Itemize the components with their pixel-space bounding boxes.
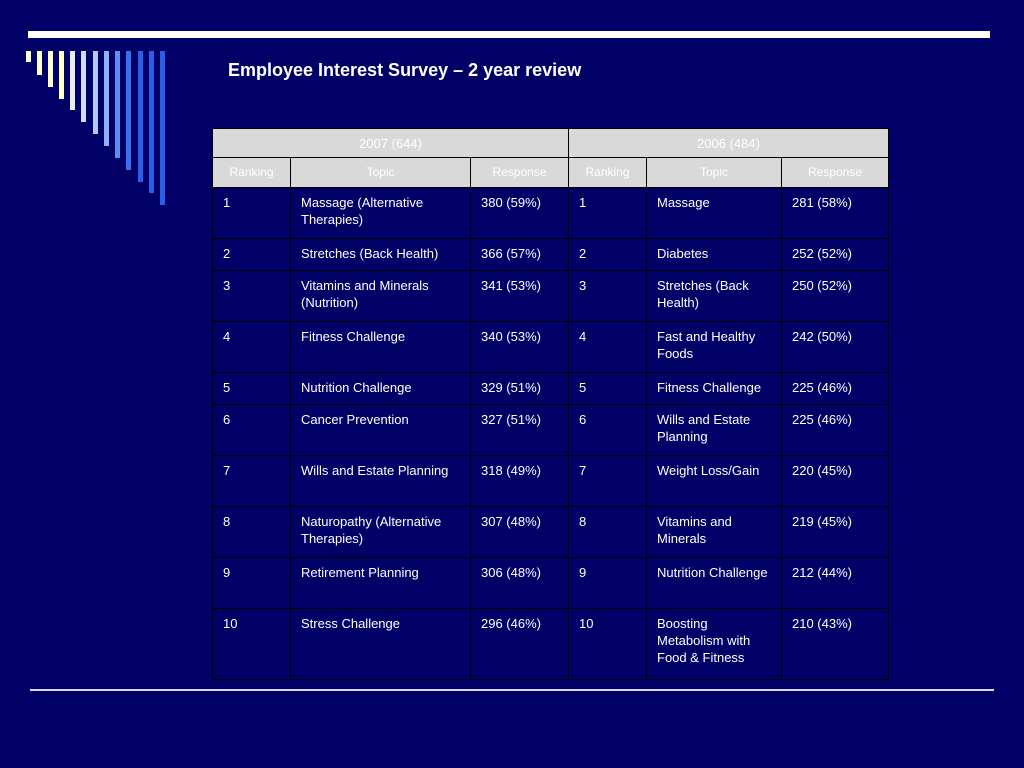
table-row bbox=[213, 271, 889, 322]
stripe bbox=[93, 51, 98, 134]
cell-response-2007: 329 (51%) bbox=[471, 373, 569, 405]
cell-topic-2007: Stress Challenge bbox=[291, 609, 471, 680]
cell-topic-2006: Stretches (Back Health) bbox=[647, 271, 782, 322]
group-header-2006: 2006 (484) bbox=[569, 129, 889, 158]
cell-topic-2006: Nutrition Challenge bbox=[647, 558, 782, 609]
cell-topic-2007: Massage (Alternative Therapies) bbox=[291, 188, 471, 239]
stripe bbox=[59, 51, 64, 99]
cell-topic-2007: Vitamins and Minerals (Nutrition) bbox=[291, 271, 471, 322]
table-row bbox=[213, 507, 889, 558]
column-header-topic: Topic bbox=[647, 158, 782, 188]
stripe bbox=[37, 51, 42, 75]
cell-response-2006: 250 (52%) bbox=[782, 271, 889, 322]
cell-response-2007: 366 (57%) bbox=[471, 239, 569, 271]
table-row bbox=[213, 456, 889, 507]
survey-table bbox=[212, 128, 889, 680]
cell-response-2006: 225 (46%) bbox=[782, 405, 889, 456]
cell-topic-2006: Diabetes bbox=[647, 239, 782, 271]
cell-ranking-2006: 8 bbox=[569, 507, 647, 558]
cell-ranking-2007: 7 bbox=[213, 456, 291, 507]
cell-response-2006: 219 (45%) bbox=[782, 507, 889, 558]
cell-ranking-2007: 6 bbox=[213, 405, 291, 456]
cell-ranking-2006: 2 bbox=[569, 239, 647, 271]
bottom-rule bbox=[30, 689, 994, 691]
cell-topic-2007: Wills and Estate Planning bbox=[291, 456, 471, 507]
column-header-response: Response bbox=[471, 158, 569, 188]
cell-response-2007: 306 (48%) bbox=[471, 558, 569, 609]
cell-ranking-2006: 10 bbox=[569, 609, 647, 680]
cell-topic-2006: Massage bbox=[647, 188, 782, 239]
stripe bbox=[81, 51, 86, 122]
group-header-2007: 2007 (644) bbox=[213, 129, 569, 158]
cell-ranking-2007: 2 bbox=[213, 239, 291, 271]
cell-response-2007: 296 (46%) bbox=[471, 609, 569, 680]
cell-ranking-2007: 3 bbox=[213, 271, 291, 322]
cell-response-2007: 340 (53%) bbox=[471, 322, 569, 373]
cell-ranking-2006: 6 bbox=[569, 405, 647, 456]
cell-response-2006: 220 (45%) bbox=[782, 456, 889, 507]
cell-response-2006: 225 (46%) bbox=[782, 373, 889, 405]
cell-ranking-2007: 9 bbox=[213, 558, 291, 609]
table-row bbox=[213, 373, 889, 405]
decorative-stripes bbox=[0, 0, 200, 220]
cell-response-2006: 252 (52%) bbox=[782, 239, 889, 271]
table-row bbox=[213, 239, 889, 271]
table-row bbox=[213, 405, 889, 456]
stripe bbox=[104, 51, 109, 146]
cell-ranking-2006: 5 bbox=[569, 373, 647, 405]
cell-response-2006: 281 (58%) bbox=[782, 188, 889, 239]
cell-response-2006: 212 (44%) bbox=[782, 558, 889, 609]
cell-response-2007: 380 (59%) bbox=[471, 188, 569, 239]
table-row bbox=[213, 609, 889, 680]
cell-topic-2006: Fitness Challenge bbox=[647, 373, 782, 405]
cell-response-2007: 327 (51%) bbox=[471, 405, 569, 456]
cell-ranking-2007: 5 bbox=[213, 373, 291, 405]
cell-ranking-2006: 3 bbox=[569, 271, 647, 322]
stripe bbox=[160, 51, 165, 205]
cell-ranking-2006: 9 bbox=[569, 558, 647, 609]
cell-topic-2007: Naturopathy (Alternative Therapies) bbox=[291, 507, 471, 558]
cell-topic-2007: Cancer Prevention bbox=[291, 405, 471, 456]
column-header-response: Response bbox=[782, 158, 889, 188]
table-row bbox=[213, 188, 889, 239]
table-row bbox=[213, 558, 889, 609]
column-header-row bbox=[213, 158, 889, 188]
slide-title: Employee Interest Survey – 2 year review bbox=[228, 60, 582, 80]
cell-response-2007: 307 (48%) bbox=[471, 507, 569, 558]
cell-response-2007: 341 (53%) bbox=[471, 271, 569, 322]
stripe bbox=[70, 51, 75, 110]
cell-ranking-2007: 1 bbox=[213, 188, 291, 239]
column-header-ranking: Ranking bbox=[569, 158, 647, 188]
cell-response-2006: 242 (50%) bbox=[782, 322, 889, 373]
stripe bbox=[126, 51, 131, 170]
group-header-row bbox=[213, 129, 889, 158]
cell-ranking-2007: 10 bbox=[213, 609, 291, 680]
cell-topic-2006: Vitamins and Minerals bbox=[647, 507, 782, 558]
cell-ranking-2006: 7 bbox=[569, 456, 647, 507]
column-header-ranking: Ranking bbox=[213, 158, 291, 188]
cell-topic-2006: Boosting Metabolism with Food & Fitness bbox=[647, 609, 782, 680]
column-header-topic: Topic bbox=[291, 158, 471, 188]
stripe bbox=[26, 51, 31, 62]
cell-ranking-2006: 1 bbox=[569, 188, 647, 239]
stripe bbox=[115, 51, 120, 158]
cell-topic-2007: Stretches (Back Health) bbox=[291, 239, 471, 271]
stripe bbox=[138, 51, 143, 182]
cell-ranking-2007: 8 bbox=[213, 507, 291, 558]
cell-ranking-2007: 4 bbox=[213, 322, 291, 373]
cell-response-2006: 210 (43%) bbox=[782, 609, 889, 680]
stripe bbox=[48, 51, 53, 87]
cell-topic-2007: Nutrition Challenge bbox=[291, 373, 471, 405]
cell-topic-2006: Fast and Healthy Foods bbox=[647, 322, 782, 373]
cell-topic-2006: Weight Loss/Gain bbox=[647, 456, 782, 507]
cell-topic-2007: Fitness Challenge bbox=[291, 322, 471, 373]
cell-ranking-2006: 4 bbox=[569, 322, 647, 373]
cell-response-2007: 318 (49%) bbox=[471, 456, 569, 507]
cell-topic-2006: Wills and Estate Planning bbox=[647, 405, 782, 456]
cell-topic-2007: Retirement Planning bbox=[291, 558, 471, 609]
table-row bbox=[213, 322, 889, 373]
stripe bbox=[149, 51, 154, 193]
